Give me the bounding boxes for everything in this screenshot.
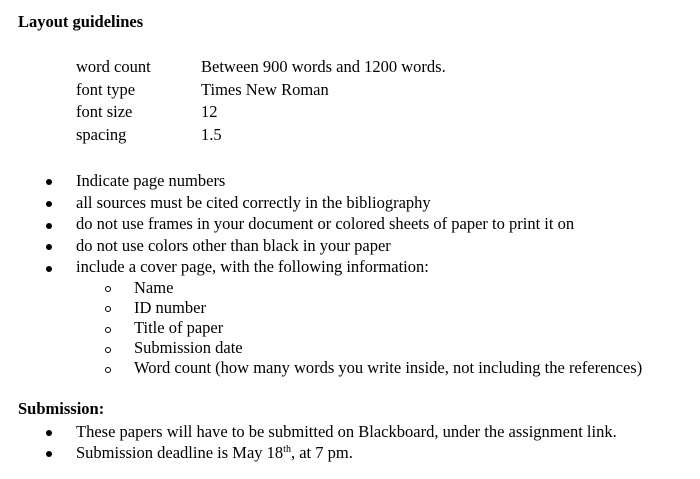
- bullet-item-deadline: [76, 443, 353, 463]
- spec-label-spacing: spacing: [76, 125, 127, 144]
- layout-guidelines-heading: Layout guidelines: [18, 12, 144, 31]
- bullet-item-sources: all sources must be cited correctly in the bibliography: [76, 193, 431, 212]
- bullet-icon: [46, 244, 52, 250]
- sub-bullet-icon: [105, 367, 111, 373]
- spec-value-spacing: 1.5: [201, 125, 222, 144]
- sub-bullet-icon: [105, 327, 111, 333]
- deadline-time: , at 7 pm.: [290, 443, 353, 462]
- spec-value-word-count: Between 900 words and 1200 words.: [201, 57, 446, 76]
- sub-bullet-icon: [105, 306, 111, 312]
- bullet-icon: [46, 179, 52, 185]
- sub-bullet-icon: [105, 347, 111, 353]
- submission-heading: Submission:: [18, 399, 105, 418]
- deadline-ordinal-suffix: th: [283, 444, 291, 455]
- bullet-icon: [46, 223, 52, 229]
- bullet-icon: [46, 266, 52, 272]
- spec-label-word-count: word count: [76, 57, 151, 76]
- bullet-item-blackboard: These papers will have to be submitted on Blackboard, under the assignment link.: [76, 422, 617, 441]
- bullet-icon: [46, 430, 52, 436]
- cover-item-submission-date: Submission date: [134, 338, 243, 357]
- cover-item-word-count: Word count (how many words you write inside, not including the references): [134, 358, 643, 377]
- spec-label-font-type: font type: [76, 80, 136, 99]
- bullet-icon: [46, 451, 52, 457]
- bullet-item-colors: do not use colors other than black in your paper: [76, 236, 391, 255]
- bullet-item-frames: do not use frames in your document or colored sheets of paper to print it on: [76, 214, 575, 233]
- spec-value-font-type: Times New Roman: [201, 80, 329, 99]
- cover-item-id-number: ID number: [134, 298, 206, 317]
- deadline-text: Submission deadline is May 18: [76, 443, 284, 462]
- bullet-item-cover-page: include a cover page, with the following information:: [76, 257, 429, 276]
- spec-label-font-size: font size: [76, 102, 133, 121]
- sub-bullet-icon: [105, 286, 111, 292]
- cover-item-name: Name: [134, 278, 174, 297]
- bullet-icon: [46, 201, 52, 207]
- cover-item-title: Title of paper: [134, 318, 224, 337]
- spec-value-font-size: 12: [201, 102, 218, 121]
- bullet-item-page-numbers: Indicate page numbers: [76, 171, 226, 190]
